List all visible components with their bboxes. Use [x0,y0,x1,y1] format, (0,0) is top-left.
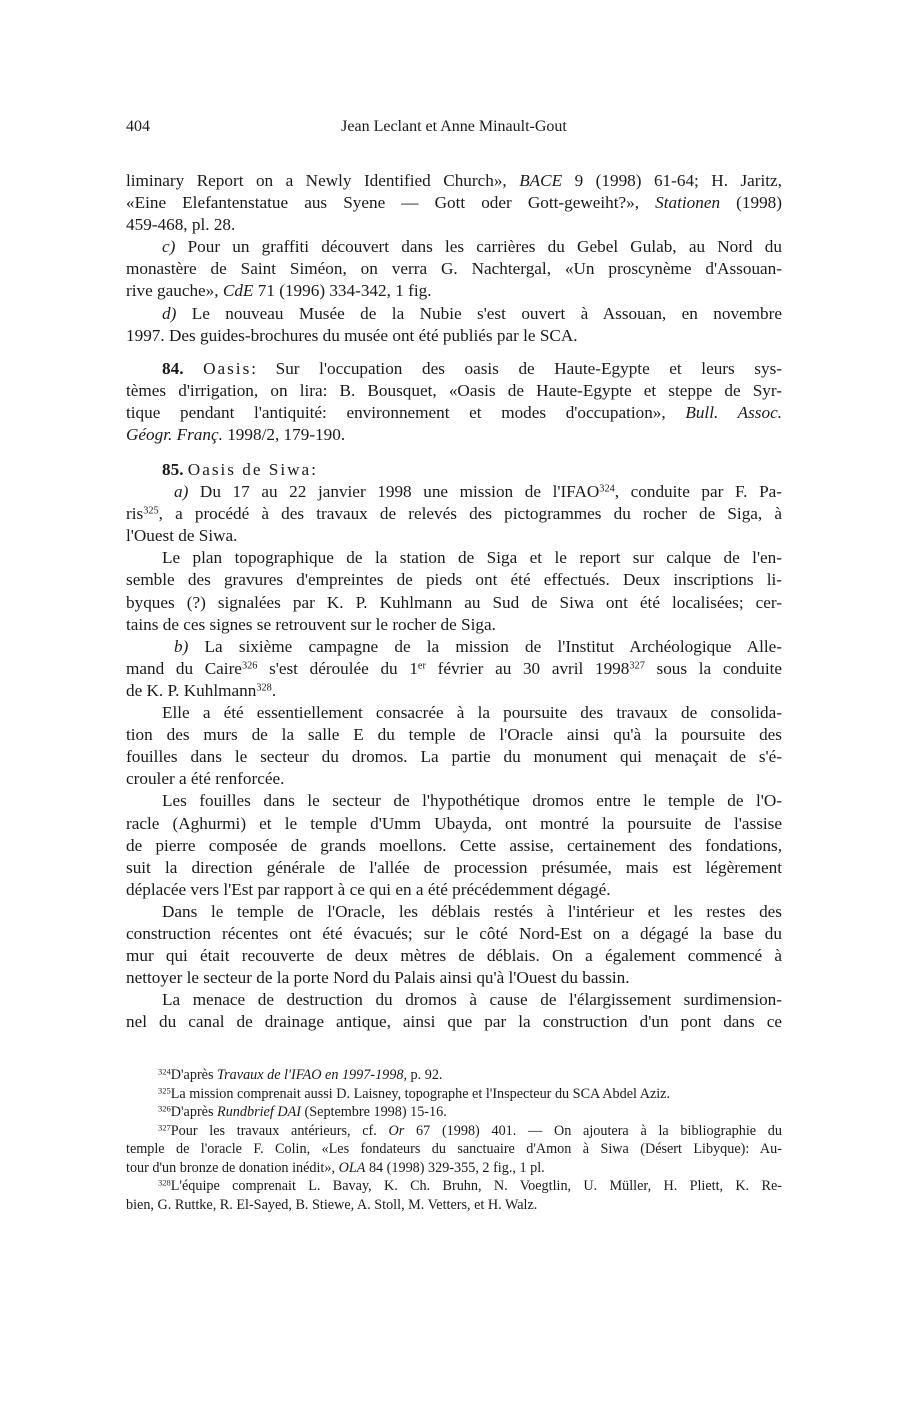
text-line: b) La sixième campagne de la mission de l'Institut Archéologique Alle- [174,636,782,656]
text-line: Géogr. Franç. 1998/2, 179-190. [126,425,346,445]
text-line: suit la direction générale de l'allée de procession présumée, mais est légèrement [126,857,782,877]
text-line: 1997. Des guides-brochures du musée ont été publiés par le SCA. [126,325,578,345]
footnote-326: $^{326}$D'après Rundbrief DAI (Septembre 1998) 15-16. [158,1103,447,1120]
text-line: 459-468, pl. 28. [126,215,236,235]
text-line: fouilles dans le secteur du dromos. La partie du monument qui menaçait de s'é- [126,747,782,767]
text-line: tains de ces signes se retrouvent sur le rocher de Siga. [126,614,496,634]
text-line: d) Le nouveau Musée de la Nubie s'est ouvert à Assouan, en novembre [162,303,782,323]
text-line: Les fouilles dans le secteur de l'hypothétique dromos entre le temple de l'O- [162,791,782,811]
text-line: tique pendant l'antiquité: environnement et modes d'occupation», Bull. Assoc. [126,403,782,423]
text-line: mand du Caire$^{326}$ s'est déroulée du 1er février au 30 avril 1998$^{327}$ sous la conduite [126,658,783,678]
text-line: mur qui était recouverte de deux mètres de déblais. On a également commencé à [126,946,782,966]
text-line: déplacée vers l'Est par rapport à ce qui en a été précédemment dégagé. [126,879,611,899]
text-line: rive gauche», CdE 71 (1996) 334-342, 1 fig. [126,281,432,301]
text-line: liminary Report on a Newly Identified Church», BACE 9 (1998) 61-64; H. Jaritz, [126,171,782,190]
text-line: nettoyer le secteur de la porte Nord du Palais ainsi qu'à l'Ouest du bassin. [126,968,630,988]
text-line: nel du canal de drainage antique, ainsi que par la construction d'un pont dans ce [126,1012,782,1032]
text-line: bien, G. Ruttke, R. El-Sayed, B. Stiewe, A. Stoll, M. Vetters, et H. Walz. [126,1196,538,1213]
section-number: 85. [162,460,184,479]
text-line: a) Du 17 au 22 janvier 1998 une mission de l'IFAO$^{324}$, conduite par F. Pa- [174,482,782,502]
text-line: tour d'un bronze de donation inédit», OLA 84 (1998) 329-355, 2 fig., 1 pl. [126,1159,545,1176]
text-line: Le plan topographique de la station de Siga et le report sur calque de l'en- [162,548,782,568]
section-85 [126,459,782,1033]
footnote-324: $^{324}$D'après Travaux de l'IFAO en 1997-1998, p. 92. [158,1066,443,1083]
page-header [126,118,782,142]
text-line: tèmes d'irrigation, on lira: B. Bousquet, «Oasis de Haute-Egypte et steppe de Syr- [126,381,782,401]
text-line: Elle a été essentiellement consacrée à la poursuite des travaux de consolida- [162,703,782,723]
text-line: temple de l'oracle F. Colin, «Les fondateurs du sanctuaire d'Amon à Siwa (Désert Libyque): Au- [126,1141,782,1157]
text-line: crouler a été renforcée. [126,769,285,789]
text-line: de pierre composée de grands moellons. Cette assise, certainement des fondations, [126,835,782,855]
text-line: 85. Oasis de Siwa: [162,460,316,479]
text-line: monastère de Saint Siméon, on verra G. Nachtergal, «Un proscynème d'Assouan- [126,259,782,279]
text-line: tion des murs de la salle E du temple de l'Oracle ainsi qu'à la poursuite des [126,725,782,745]
section-title: Oasis de Siwa [187,460,312,479]
text-line: de K. P. Kuhlmann$^{328}$. [126,680,277,700]
footnote-328: $^{328}$L'équipe comprenait L. Bavay, K. Ch. Bruhn, N. Voegtlin, U. Müller, H. Pliett, K. Re- [158,1177,782,1194]
text-line: semble des gravures d'empreintes de pieds ont été effectués. Deux inscriptions li- [126,570,782,590]
text-line: c) Pour un graffiti découvert dans les carrières du Gebel Gulab, au Nord du [162,237,782,257]
running-head: Jean Leclant et Anne Minault-Gout [341,118,567,135]
text-line: Dans le temple de l'Oracle, les déblais restés à l'intérieur et les restes des [162,901,782,921]
footnotes [126,1066,782,1214]
text-line: «Eine Elefantenstatue aus Syene — Gott oder Gott-geweiht?», Stationen (1998) [126,193,782,213]
text-line: 84. Oasis: Sur l'occupation des oasis de Haute-Egypte et leurs sys- [162,359,782,378]
section-title: Oasis [203,359,252,378]
text-line: La menace de destruction du dromos à cause de l'élargissement surdimension- [162,990,782,1010]
text-line: l'Ouest de Siwa. [126,526,238,546]
text-line: byques (?) signalées par K. P. Kuhlmann au Sud de Siwa ont été localisées; cer- [126,592,782,612]
section-number: 84. [162,359,184,378]
text-line: construction récentes ont été évacués; sur le côté Nord-Est on a dégagé la base du [126,923,782,943]
section-84 [126,358,782,446]
text-line: ris$^{325}$, a procédé à des travaux de relevés des pictogrammes du rocher de Siga, à [126,504,782,524]
page-number: 404 [126,118,150,135]
continuation-block [126,170,782,347]
footnote-325: $^{325}$La mission comprenait aussi D. Laisney, topographe et l'Inspecteur du SCA Abdel Aziz. [158,1084,671,1102]
footnote-327: $^{327}$Pour les travaux antérieurs, cf. Or 67 (1998) 401. — On ajoutera à la bibliographie du [158,1121,782,1139]
text-line: racle (Aghurmi) et le temple d'Umm Ubayda, ont montré la poursuite de l'assise [126,813,782,833]
